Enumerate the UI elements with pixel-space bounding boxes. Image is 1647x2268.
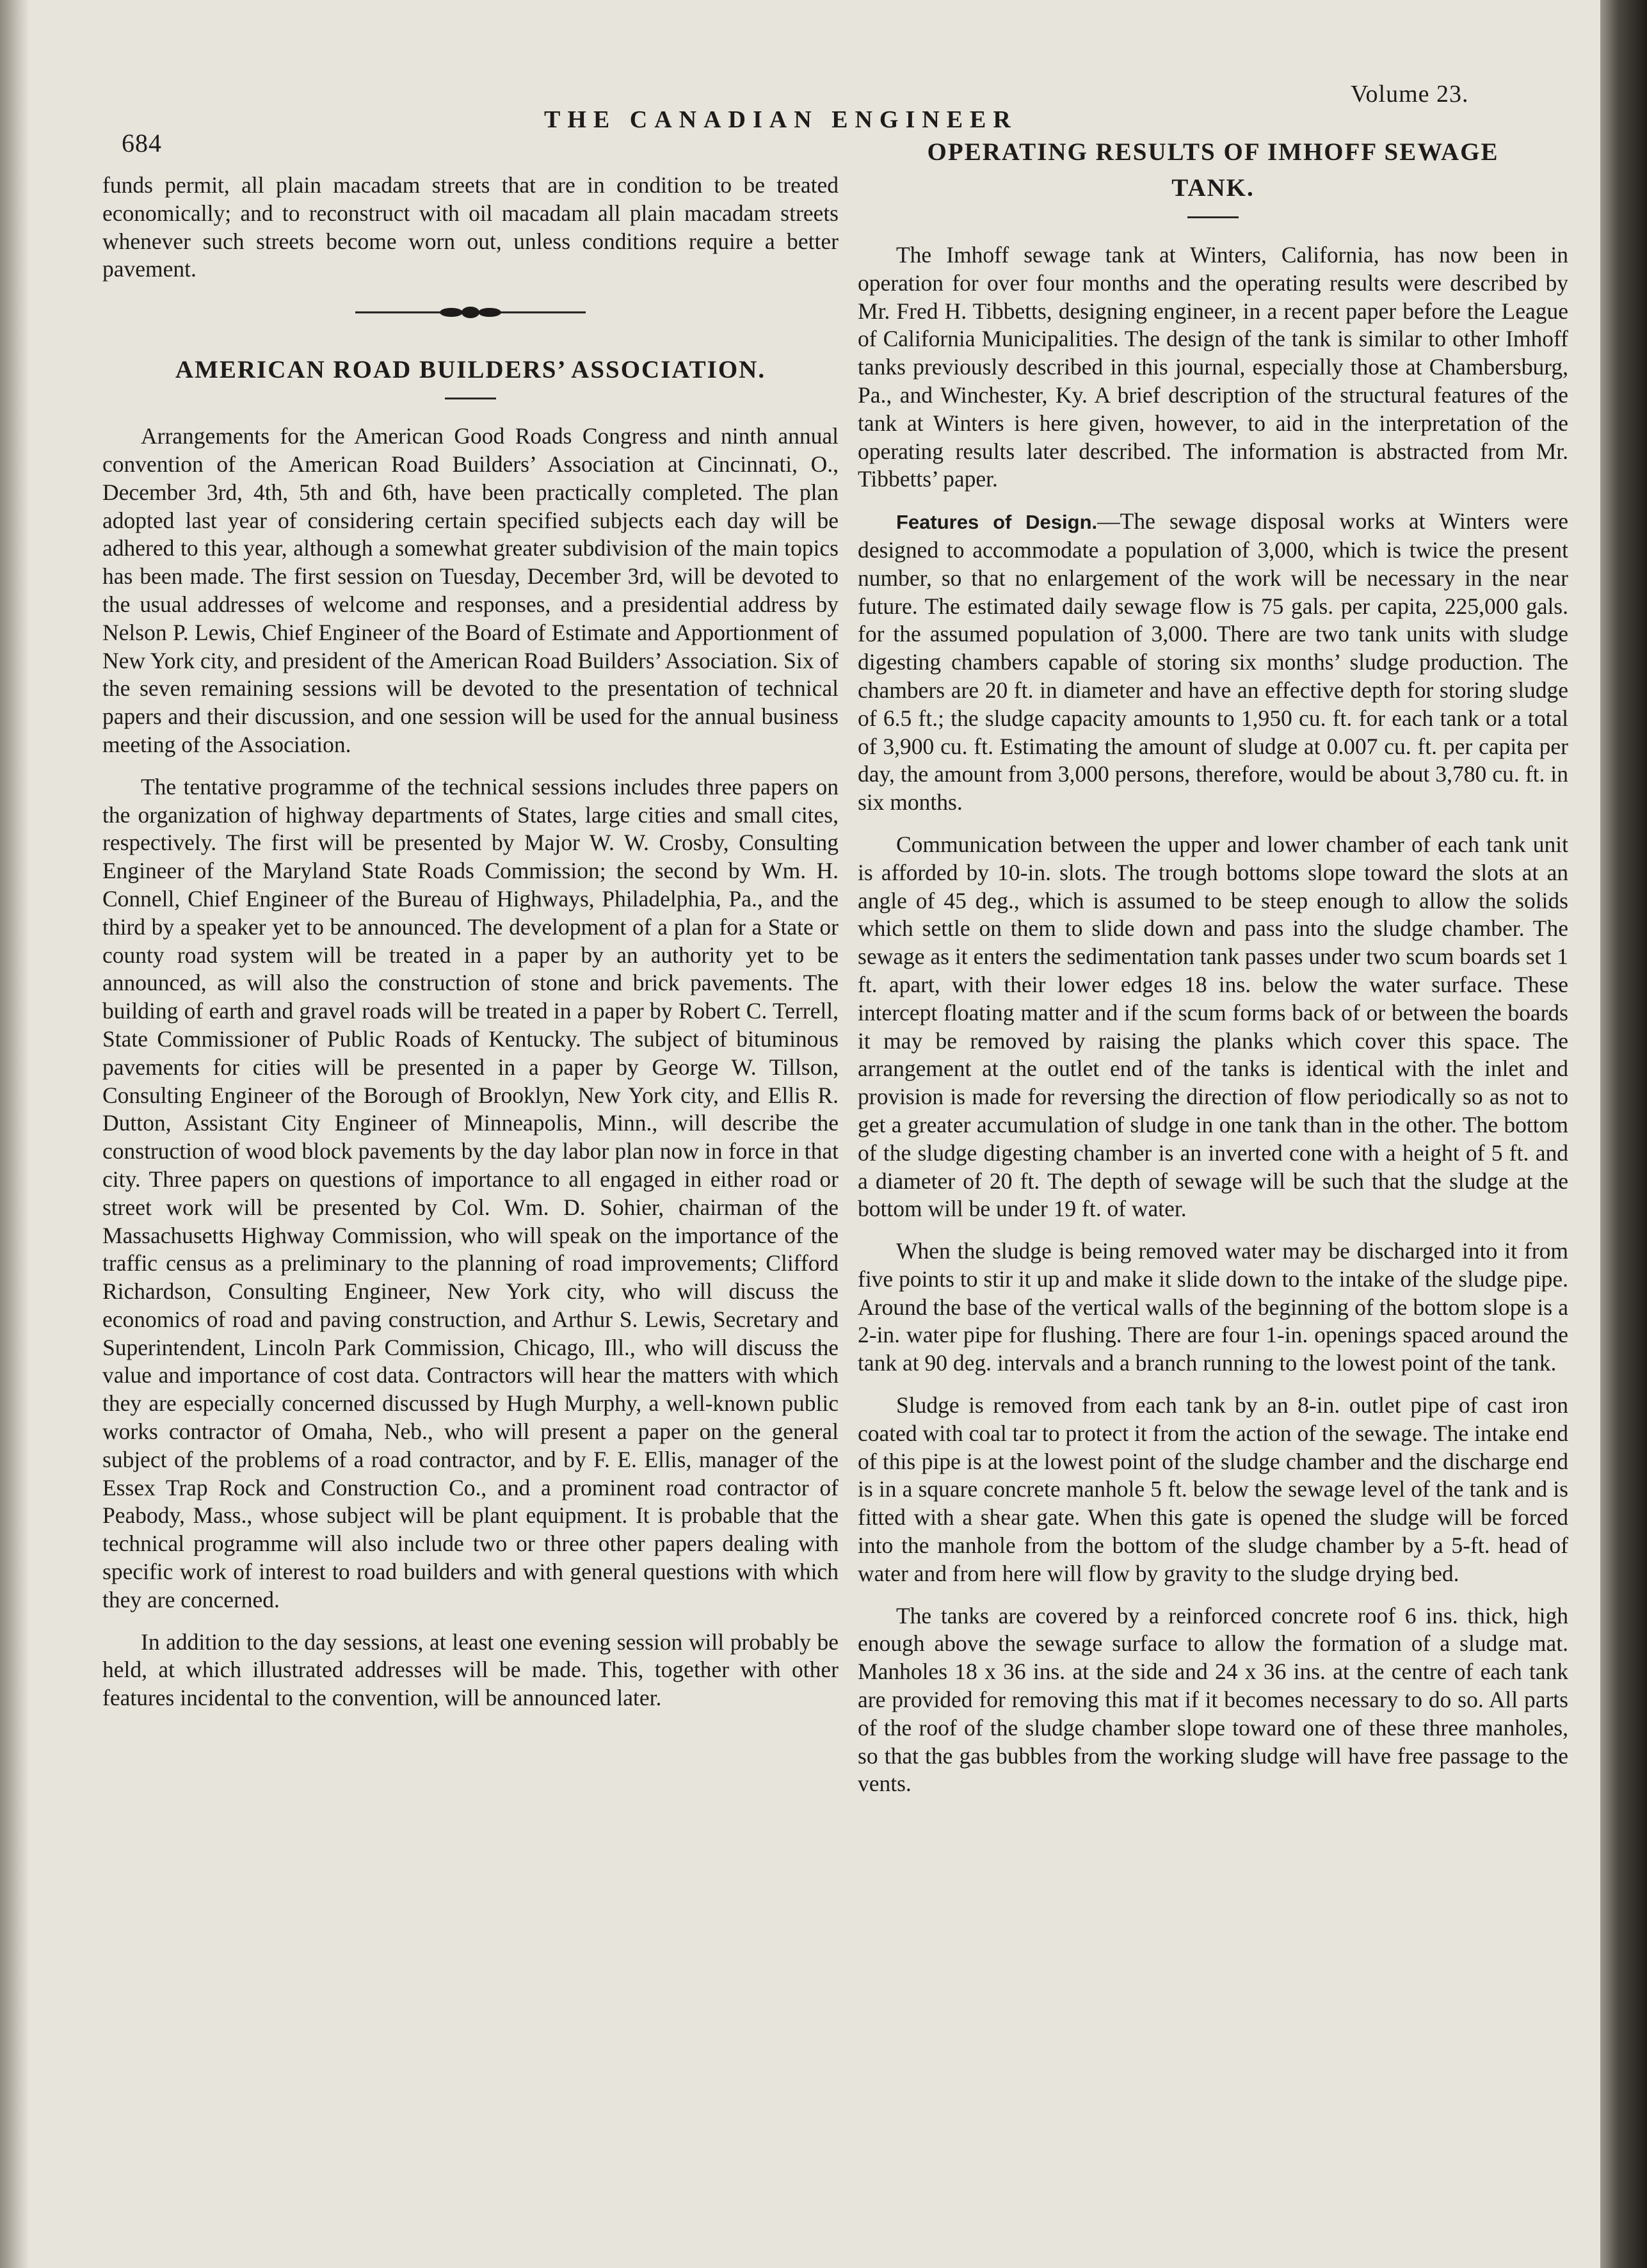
article-paragraph: Communication between the upper and lower chamber of each tank unit is afforded by 10-in. slots. The trough bottoms slope toward the slots at an angle of 45 deg., which is assumed to be steep enough to allow the solids which settle on them to slide down and pass into the sludge chamber. The sewage as it enters the sedimentation tank passes under two scum boards set 1 ft. apart, with their lower edges 18 ins. below the water surface. These intercept floating matter and if the scum forms back of or between the boards it may be removed by raising the planks which cover this space. The arrangement at the outlet end of the tanks is identical with the inlet and provision is made for reversing the direction of flow periodically so as not to get a greater accumulation of sludge in one tank than in the other. The bottom of the sludge digesting chamber is an inverted cone with a height of 5 ft. and a diameter of 20 ft. The depth of sewage will be such that the sludge at the bottom will be under 19 ft. of water.	[858, 831, 1568, 1222]
article-paragraph: In addition to the day sessions, at least one evening session will probably be held, at which illustrated addresses will be made. This, together with other features incidental to the convention, will be announced later.	[102, 1629, 839, 1711]
adjacent-page-edge	[1600, 0, 1647, 2268]
journal-title: THE CANADIAN ENGINEER	[544, 106, 1018, 133]
left-column	[102, 172, 839, 1712]
design-paragraph	[858, 508, 1568, 817]
ornament-divider-icon	[355, 303, 586, 322]
article-paragraph: When the sludge is being removed water may be discharged into it from five points to stir it up and make it slide down to the intake of the sludge pipe. Around the base of the vertical walls of the beginning of the bottom slope is a 2-in. water pipe for flushing. There are four 1-in. openings spaced around the tank at 90 deg. intervals and a branch running to the lowest point of the tank.	[858, 1238, 1568, 1376]
article-paragraph: Sludge is removed from each tank by an 8-in. outlet pipe of cast iron coated with coal tar to protect it from the action of the sewage. The intake end of this pipe is at the lowest point of the sludge chamber and the discharge end is in a square concrete manhole 5 ft. below the sewage level of the tank and is fitted with a shear gate. When this gate is opened the sludge will be forced into the manhole from the bottom of the sludge chamber by a 5-ft. head of water and from here will flow by gravity to the sludge drying bed.	[858, 1392, 1568, 1586]
continued-paragraph: funds permit, all plain macadam streets that are in condition to be treated economically; and to reconstruct with oil macadam all plain macadam streets whenever such streets become worn out, unless conditions require a better pavement.	[102, 172, 839, 282]
section-runin-heading: Features of Design.	[896, 511, 1098, 534]
article-paragraph: The tanks are covered by a reinforced concrete roof 6 ins. thick, high enough above the sewage surface to allow the formation of a sludge mat. Manholes 18 x 36 ins. at the side and 24 x 36 ins. at the centre of each tank are provided for removing this mat if it becomes necessary to do so. All parts of the roof of the sludge chamber slope toward one of these three manholes, so that the gas bubbles from the working sludge will have free passage to the vents.	[858, 1602, 1568, 1797]
article-paragraph: Arrangements for the American Good Roads Congress and ninth annual convention of the American Road Builders’ Association at Cincinnati, O., December 3rd, 4th, 5th and 6th, have been practically completed. The plan adopted last year of considering certain specified subjects each day will be adhered to this year, although a somewhat greater subdivision of the main topics has been made. The first session on Tuesday, December 3rd, will be devoted to the usual addresses of welcome and responses, and a presidential address by Nelson P. Lewis, Chief Engineer of the Board of Estimate and Apportionment of New York city, and president of the American Road Builders’ Association. Six of the seven remaining sessions will be devoted to the presentation of technical papers and their discussion, and one session will be used for the annual business meeting of the Association.	[102, 423, 839, 757]
heading-line-2: TANK.	[1171, 174, 1255, 202]
article-paragraph: The tentative programme of the technical sessions includes three papers on the organization of highway departments of States, large cities and small cites, respectively. The first will be presented by Major W. W. Crosby, Consulting Engineer of the Maryland State Roads Commission; the second by Wm. H. Connell, Chief Engineer of the Bureau of Highways, Philadelphia, Pa., and the third by a speaker yet to be announced. The development of a plan for a State or county road system will be treated in a paper by an authority yet to be announced, as will also the construction of stone and brick pavements. The building of earth and gravel roads will be treated in a paper by Robert C. Terrell, State Commissioner of Public Roads of Kentucky. The subject of bituminous pavements for cities will be presented in a paper by George W. Tillson, Consulting Engineer of the Borough of Brooklyn, New York city, and Ellis R. Dutton, Assistant City Engineer of Minneapolis, Minn., will describe the construction of wood block pavements by the day labor plan now in force in that city. Three papers on questions of importance to all engaged in either road or street work will be presented by Col. Wm. D. Sohier, chairman of the Massachusetts Highway Commission, who will speak on the importance of the traffic census as a preliminary to the planning of road improvements; Clifford Richardson, Consulting Engineer, New York city, who will discuss the economics of road and paving construction, and Arthur S. Lewis, Secretary and Superintendent, Lincoln Park Commission, Chicago, Ill., who will discuss the value and importance of cost data. Contractors will hear the matters with which they are especially concerned discussed by Hugh Murphy, a well-known public works contractor of Omaha, Neb., who will present a paper on the general subject of the problems of a road contractor, and by F. E. Ellis, manager of the Essex Trap Rock and Construction Co., and a prominent road contractor of Peabody, Mass., whose subject will be plant equipment. It is probable that the technical programme will also include two or three other papers dealing with specific work of interest to road builders and with general questions with which they are concerned.	[102, 773, 839, 1613]
article-heading-imhoff	[858, 134, 1568, 206]
design-text: —The sewage disposal works at Winters were designed to accommodate a population of 3,000, which is twice the present number, so that no enlargement of the work will be necessary in the near future. The estimated daily sewage flow is 75 gals. per capita, 225,000 gals. for the assumed population of 3,000. There are two tank units with sludge digesting chambers capable of storing six months’ sludge production. The chambers are 20 ft. in diameter and have an effective depth for storing sludge of 6.5 ft.; the sludge capacity amounts to 1,950 cu. ft. for each tank or a total of 3,900 cu. ft. Estimating the amount of sludge at 0.007 cu. ft. per capita per day, the amount from 3,000 persons, therefore, would be about 3,780 cu. ft. in six months.	[858, 508, 1568, 816]
article-heading-road-builders: AMERICAN ROAD BUILDERS’ ASSOCIATION.	[175, 356, 766, 384]
volume-label: Volume 23.	[1351, 81, 1469, 108]
heading-line-1: OPERATING RESULTS OF IMHOFF SEWAGE	[927, 138, 1499, 166]
heading-rule	[1187, 216, 1239, 218]
intro-paragraph: The Imhoff sewage tank at Winters, California, has now been in operation for over four months and the operating results were described by Mr. Fred H. Tibbetts, designing engineer, in a recent paper before the League of California Municipalities. The design of the tank is similar to other Imhoff tanks previously described in this journal, especially those at Chambersburg, Pa., and Winchester, Ky. A brief description of the structural features of the tank at Winters is here given, however, to aid in the interpretation of the operating results later described. The information is abstracted from Mr. Tibbetts’ paper.	[858, 242, 1568, 492]
page-number: 684	[122, 129, 162, 157]
right-column	[858, 134, 1568, 1798]
heading-rule	[445, 398, 496, 399]
page-binding	[0, 0, 29, 2268]
